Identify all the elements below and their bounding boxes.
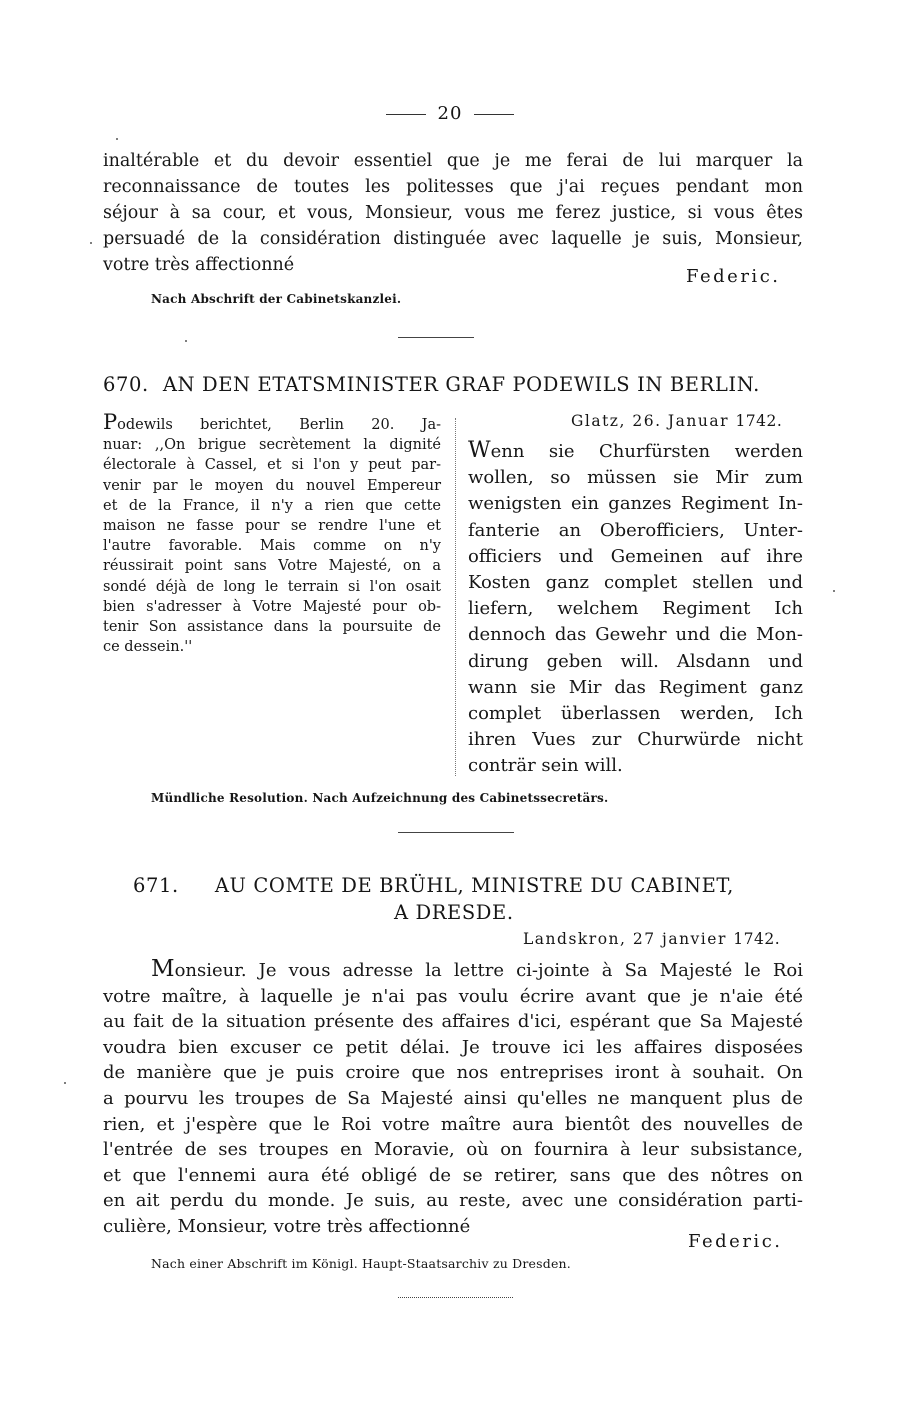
text-line: votre maître, à laquelle je n'ai pas voulu écrire avant que je n'aie été — [103, 985, 803, 1007]
page-number — [0, 103, 900, 124]
text-line: officiers und Gemeinen auf ihre — [468, 545, 803, 567]
column-divider — [455, 418, 456, 776]
text-line: bien s'adresser à Votre Majesté pour ob- — [103, 598, 441, 615]
scan-speck — [64, 1082, 66, 1084]
text-line: a pourvu les troupes de Sa Majesté ainsi qu'elles ne manquent plus de — [103, 1087, 803, 1109]
letter-671-dateline — [523, 930, 780, 948]
page-number-dash-left — [386, 114, 426, 115]
page-number-text: 20 — [437, 103, 463, 124]
drop-initial: W — [468, 438, 491, 463]
text-line: Kosten ganz complet stellen und — [468, 572, 803, 594]
text-line: l'entrée de ses troupes en Moravie, où on fournira à leur subsistance, — [103, 1139, 803, 1161]
section-divider — [398, 337, 474, 338]
letter-671-heading — [133, 874, 833, 897]
letter-670-summary — [103, 412, 441, 657]
text-line: en ait perdu du monde. Je suis, au reste, avec une considération parti- — [103, 1190, 803, 1212]
letter-671-source-note: Nach einer Abschrift im Königl. Haupt-Staatsarchiv zu Dresden. — [151, 1256, 571, 1271]
scan-speck — [116, 138, 118, 140]
letter-669-closing-paragraph — [103, 148, 803, 278]
text-line: complet überlassen werden, Ich — [468, 703, 803, 725]
text-line: persuadé de la considération distinguée avec laquelle je suis, Monsieur, — [103, 229, 803, 249]
letter-670-title: AN DEN ETATSMINISTER GRAF PODEWILS IN BERLIN. — [162, 373, 760, 396]
text-line: maison ne fasse pour se rendre l'une et — [103, 518, 441, 535]
text-line: nuar: ,,On brigue secrètement la dignité — [103, 437, 441, 454]
text-line: wollen, so müssen sie Mir zum — [468, 467, 803, 489]
dateline-place: Landskron, — [523, 930, 627, 948]
text-line: reconnaissance de toutes les politesses que j'ai reçues pendant mon — [103, 177, 803, 197]
text-line: l'autre favorable. Mais comme on n'y — [103, 538, 441, 555]
dateline-date: 27 janvier — [632, 930, 727, 948]
letter-669-signature: Federic. — [686, 266, 781, 287]
text-line: liefern, welchem Regiment Ich — [468, 598, 803, 620]
text-line: sondé déjà de long le terrain si l'on osait — [103, 578, 441, 595]
scan-speck — [833, 590, 835, 592]
text-line: de manière que je puis croire que nos entreprises iront à souhait. On — [103, 1062, 803, 1084]
dateline-year: 1742. — [733, 930, 781, 948]
scan-speck — [185, 340, 187, 342]
text-line: fanterie an Oberofficiers, Unter- — [468, 519, 803, 541]
drop-initial: P — [103, 410, 118, 434]
text-line: séjour à sa cour, et vous, Monsieur, vous me ferez justice, si vous êtes — [103, 203, 803, 223]
letter-669-source-note: Nach Abschrift der Cabinetskanzlei. — [151, 292, 402, 306]
text-line: wann sie Mir das Regiment ganz — [468, 676, 803, 698]
text-line: et que l'ennemi aura été obligé de se retirer, sans que des nôtres on — [103, 1164, 803, 1186]
text-line: culière, Monsieur, votre très affectionné — [103, 1215, 471, 1237]
text-line: conträr sein will. — [468, 755, 623, 777]
text-line: rien, et j'espère que le Roi votre maître aura bientôt des nouvelles de — [103, 1113, 803, 1135]
letter-671-title-line2: A DRESDE. — [394, 901, 514, 924]
section-divider — [398, 1297, 513, 1298]
dateline-place: Glatz, — [571, 412, 626, 430]
text-line: réussirait point sans Votre Majesté, on a — [103, 558, 441, 575]
text-line: Wenn sie Churfürsten werden — [468, 438, 803, 463]
scan-speck — [90, 242, 92, 244]
text-line: ihren Vues zur Churwürde nicht — [468, 729, 803, 751]
letter-670-heading — [103, 373, 803, 396]
letter-671-title-line1: AU COMTE DE BRÜHL, MINISTRE DU CABINET, — [214, 874, 734, 897]
page-number-dash-right — [474, 114, 514, 115]
text-line: venir par le moyen du nouvel Empereur — [103, 477, 441, 494]
text-line: ce dessein.'' — [103, 639, 193, 656]
text-line: wenigsten ein ganzes Regiment In- — [468, 493, 803, 515]
text-line: dirung geben will. Alsdann und — [468, 650, 803, 672]
letter-670-dateline — [571, 412, 782, 430]
drop-initial: M — [151, 956, 175, 982]
text-line: tenir Son assistance dans la poursuite de — [103, 619, 441, 636]
letter-670-source-note: Mündliche Resolution. Nach Aufzeichnung des Cabinetssecretärs. — [151, 791, 609, 805]
text-line: et de la France, il n'y a rien que cette — [103, 497, 441, 514]
letter-671-number: 671. — [133, 874, 179, 897]
text-line: votre très affectionné — [103, 255, 295, 275]
text-line: Podewils berichtet, Berlin 20. Ja- — [103, 410, 441, 434]
section-divider — [398, 832, 514, 833]
text-line: électorale à Cassel, et si l'on y peut par- — [103, 457, 441, 474]
text-line: au fait de la situation présente des affaires d'ici, espérant que Sa Majesté — [103, 1011, 803, 1033]
text-line: voudra bien excuser ce petit délai. Je trouve ici les affaires disposées — [103, 1036, 803, 1058]
letter-670-body — [468, 438, 803, 780]
letter-671-signature: Federic. — [688, 1231, 783, 1252]
text-line: Monsieur. Je vous adresse la lettre ci-jointe à Sa Majesté le Roi — [151, 956, 803, 982]
letter-671-body — [103, 957, 803, 1240]
text-line: inaltérable et du devoir essentiel que je me ferai de lui marquer la — [103, 151, 803, 171]
letter-670-number: 670. — [103, 373, 149, 396]
dateline-date: 26. Januar — [632, 412, 729, 430]
dateline-year: 1742. — [735, 412, 783, 430]
text-line: dennoch das Gewehr und die Mon- — [468, 624, 803, 646]
